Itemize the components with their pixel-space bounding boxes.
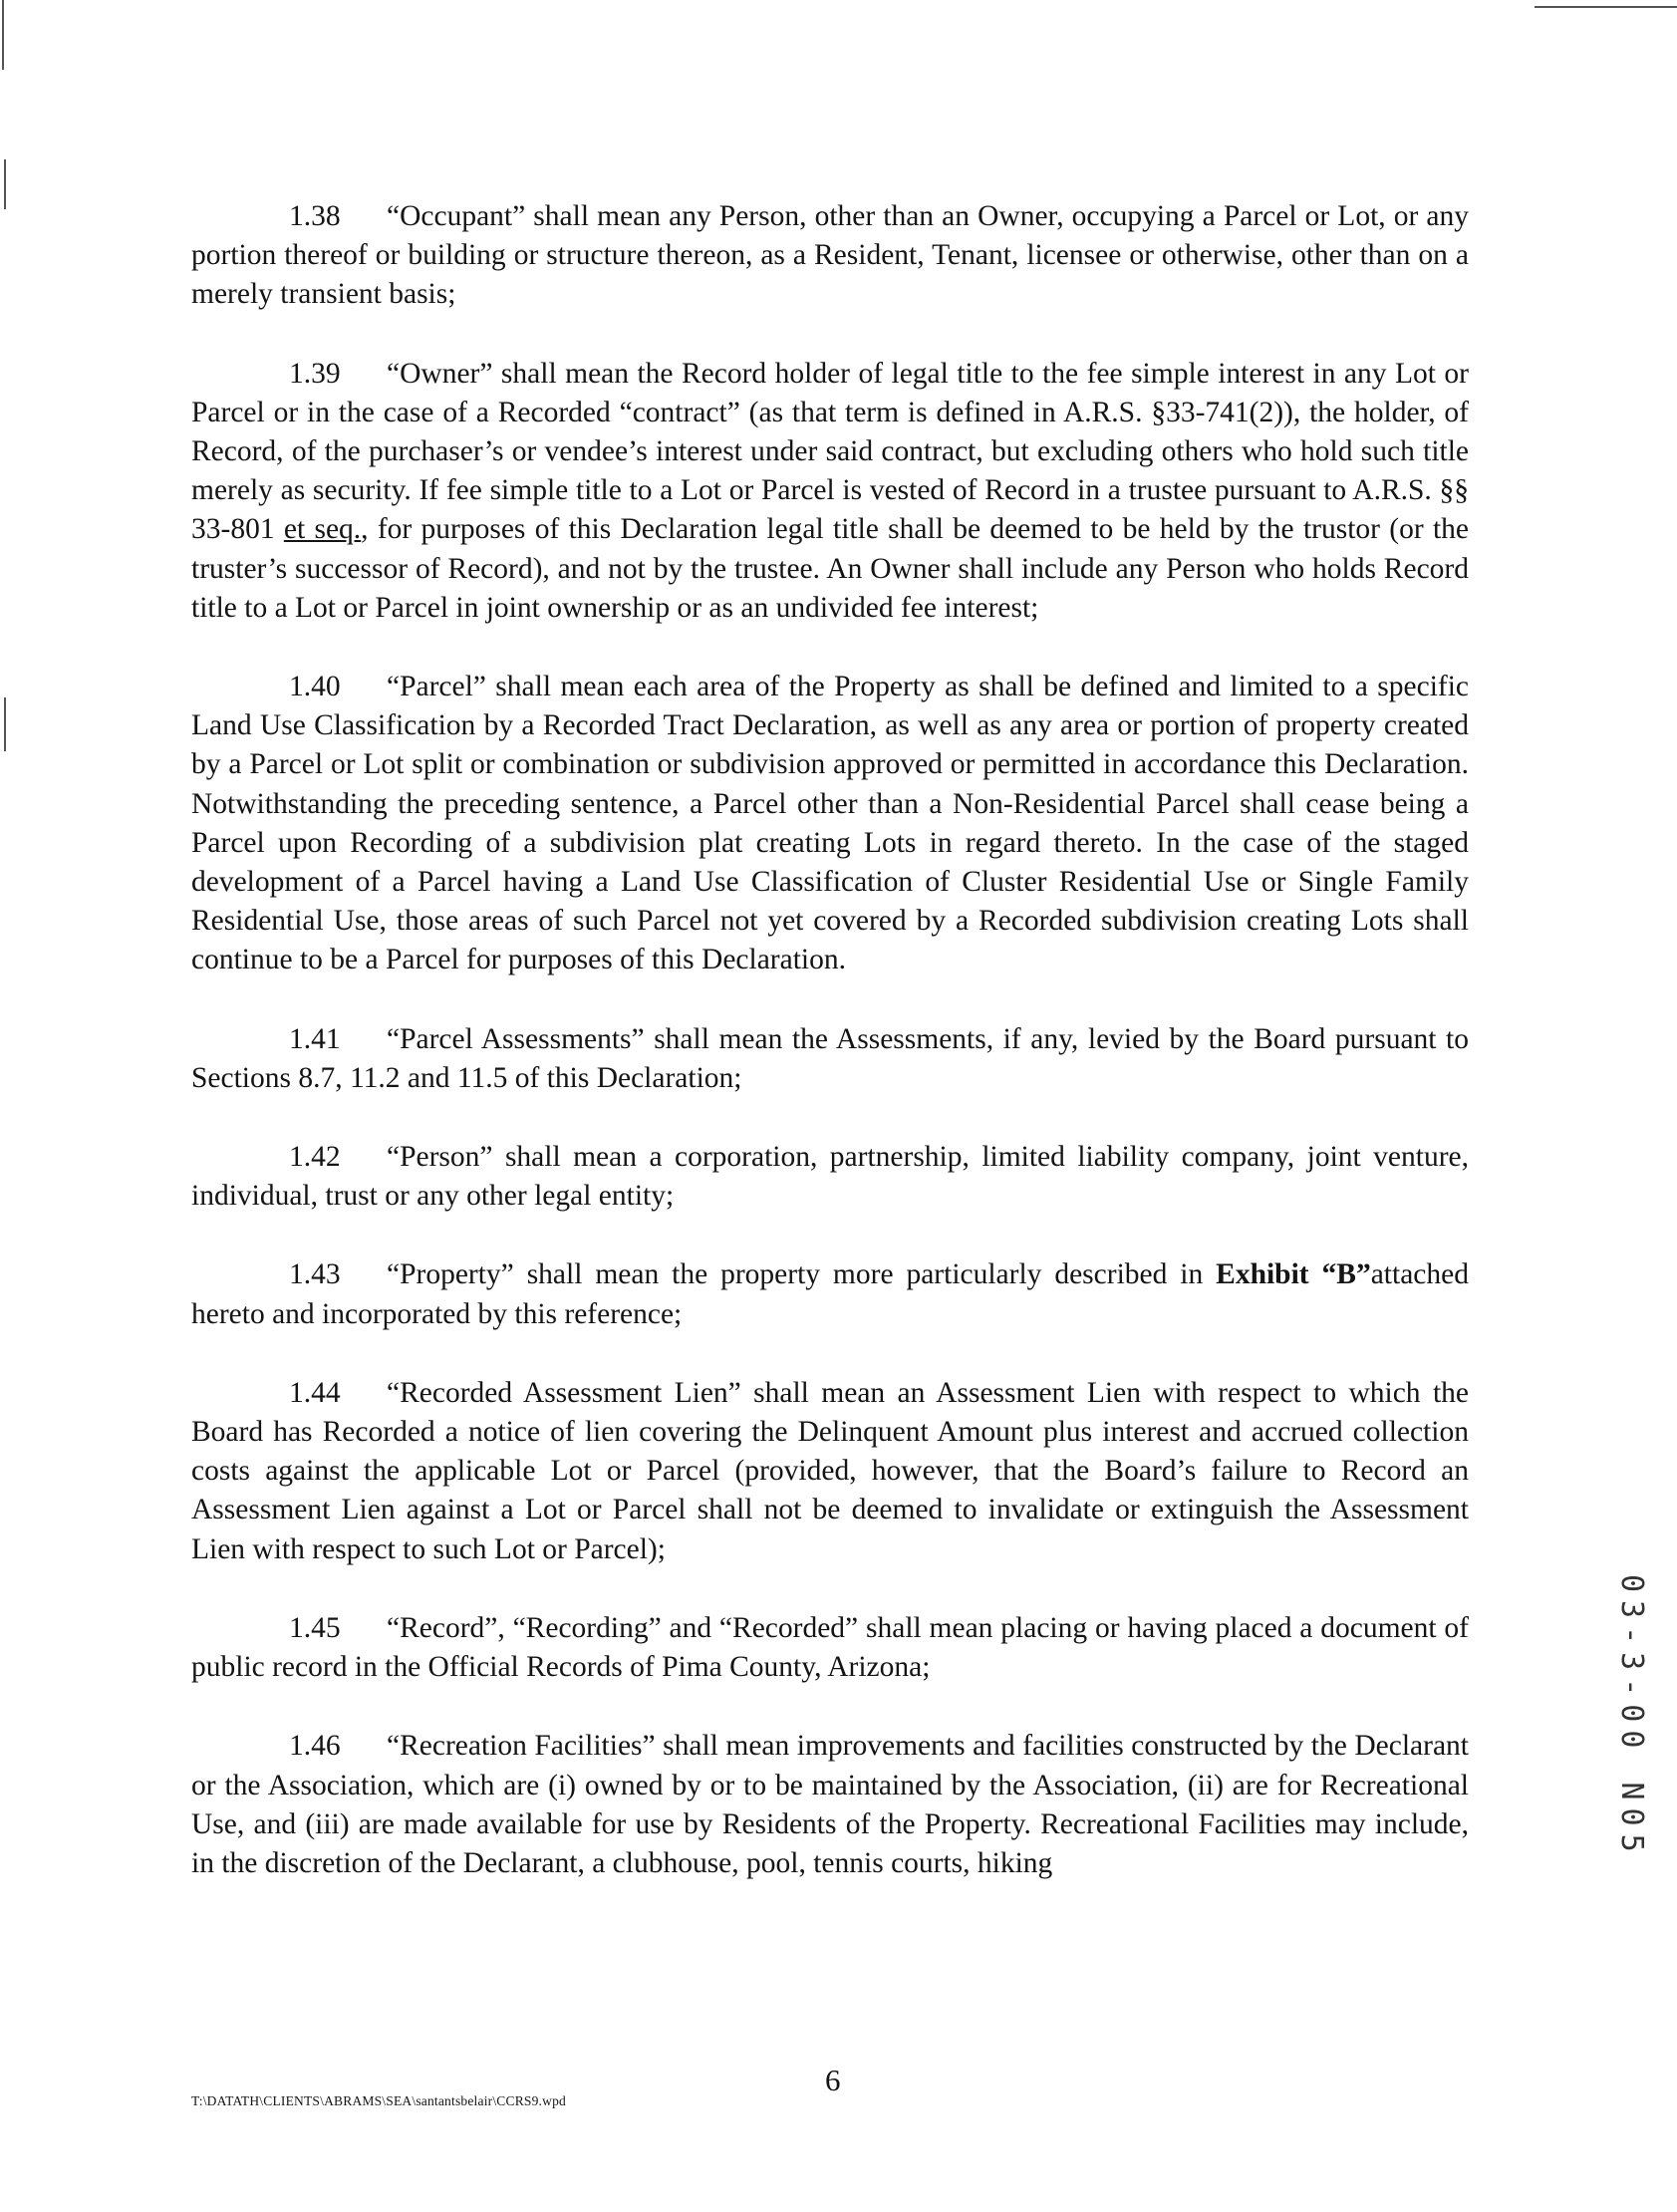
scan-edge-mark bbox=[2, 0, 4, 70]
margin-recording-stamp bbox=[1614, 1574, 1653, 1933]
footer-file-path: T:\DATATH\CLIENTS\ABRAMS\SEA\santantsbelair\CCRS9.wpd bbox=[191, 2093, 566, 2108]
clause-number: 1.44 bbox=[289, 1376, 341, 1409]
exhibit-reference: Exhibit “B” bbox=[1216, 1258, 1371, 1291]
clause-text: “Record”, “Recording” and “Recorded” shall mean placing or having placed a document of public record in the Official Records of Pima County, Arizona; bbox=[191, 1611, 1469, 1684]
clause-text: “Property” shall mean the property more particularly described in bbox=[387, 1258, 1217, 1291]
clause-text: “Recorded Assessment Lien” shall mean an Assessment Lien with respect to which the Board has Recorded a notice of lien covering the Delinquent Amount plus interest and accrued collection costs against the applicable Lot or Parcel (provided, however, that the Board’s failure to Record an Assessment Lien against a Lot or Parcel shall not be deemed to invalidate or extinguish the Assessment Lien with respect to such Lot or Parcel); bbox=[191, 1376, 1469, 1565]
clause-text: “Parcel Assessments” shall mean the Assessments, if any, levied by the Board pursuant to Sections 8.7, 11.2 and 11.5 of this Declaration; bbox=[191, 1022, 1469, 1094]
clause-text: attached hereto and incorporated by this reference; bbox=[191, 1258, 1469, 1330]
clause-text: “Owner” shall mean the Record holder of legal title to the fee simple interest in any Lot or Parcel or in the case of a Recorded “contract” (as that term is defined in A.R.S. §33-741(2)), the holder, of Record, of the purchaser’s or vendee’s interest under said contract, but excluding others who hold such title merely as security. If fee simple title to a Lot or Parcel is vested of Record in a trustee pursuant to A.R.S. §§ 33-801 bbox=[191, 357, 1469, 546]
clause-text: “Occupant” shall mean any Person, other than an Owner, occupying a Parcel or Lot, or any portion thereof or building or structure thereon, as a Resident, Tenant, licensee or otherwise, other than on a merely transient basis; bbox=[191, 200, 1469, 311]
clause-number: 1.41 bbox=[289, 1022, 341, 1055]
clause-1-42 bbox=[191, 1138, 1469, 1216]
scan-edge-mark bbox=[1535, 6, 1677, 8]
document-body bbox=[191, 197, 1469, 1923]
clause-1-46 bbox=[191, 1727, 1469, 1883]
clause-number: 1.40 bbox=[289, 671, 341, 703]
clause-text: “Person” shall mean a corporation, partnership, limited liability company, joint venture, individual, trust or any other legal entity; bbox=[191, 1141, 1469, 1213]
clause-text: “Parcel” shall mean each area of the Property as shall be defined and limited to a specific Land Use Classification by a Recorded Tract Declaration, as well as any area or portion of property created by a Parcel or Lot split or combination or subdivision approved or permitted in accordance this Declaration. Notwithstanding the preceding sentence, a Parcel other than a Non-Residential Parcel shall cease being a Parcel upon Recording of a subdivision plat creating Lots in regard thereto. In the case of the staged development of a Parcel having a Land Use Classification of Cluster Residential Use or Single Family Residential Use, those areas of such Parcel not yet covered by a Recorded subdivision creating Lots shall continue to be a Parcel for purposes of this Declaration. bbox=[191, 671, 1469, 976]
clause-1-41 bbox=[191, 1020, 1469, 1098]
clause-1-43 bbox=[191, 1255, 1469, 1333]
clause-number: 1.39 bbox=[289, 357, 341, 390]
clause-text-underlined: et seq. bbox=[283, 513, 362, 546]
page-number: 6 bbox=[825, 2063, 841, 2097]
clause-number: 1.43 bbox=[289, 1258, 341, 1291]
scan-edge-mark bbox=[4, 697, 6, 751]
clause-number: 1.46 bbox=[289, 1730, 341, 1763]
clause-1-45 bbox=[191, 1609, 1469, 1687]
clause-1-40 bbox=[191, 668, 1469, 980]
stamp-text: 03-3-00 N05 bbox=[1614, 1574, 1649, 1860]
scan-edge-mark bbox=[4, 159, 6, 209]
clause-1-38 bbox=[191, 197, 1469, 315]
clause-1-44 bbox=[191, 1374, 1469, 1569]
clause-number: 1.45 bbox=[289, 1611, 341, 1644]
clause-text: “Recreation Facilities” shall mean improvements and facilities constructed by the Declarant or the Association, which are (i) owned by or to be maintained by the Association, (ii) are for Recreational Use, and (iii) are made available for use by Residents of the Property. Recreational Facilities may include, in the discretion of the Declarant, a clubhouse, pool, tennis courts, hiking bbox=[191, 1730, 1469, 1879]
clause-text: , for purposes of this Declaration legal title shall be deemed to be held by the trustor (or the truster’s successor of Record), and not by the trustee. An Owner shall include any Person who holds Record title to a Lot or Parcel in joint ownership or as an undivided fee interest; bbox=[191, 513, 1469, 624]
clause-number: 1.42 bbox=[289, 1141, 341, 1174]
clause-1-39 bbox=[191, 355, 1469, 628]
clause-number: 1.38 bbox=[289, 200, 341, 232]
